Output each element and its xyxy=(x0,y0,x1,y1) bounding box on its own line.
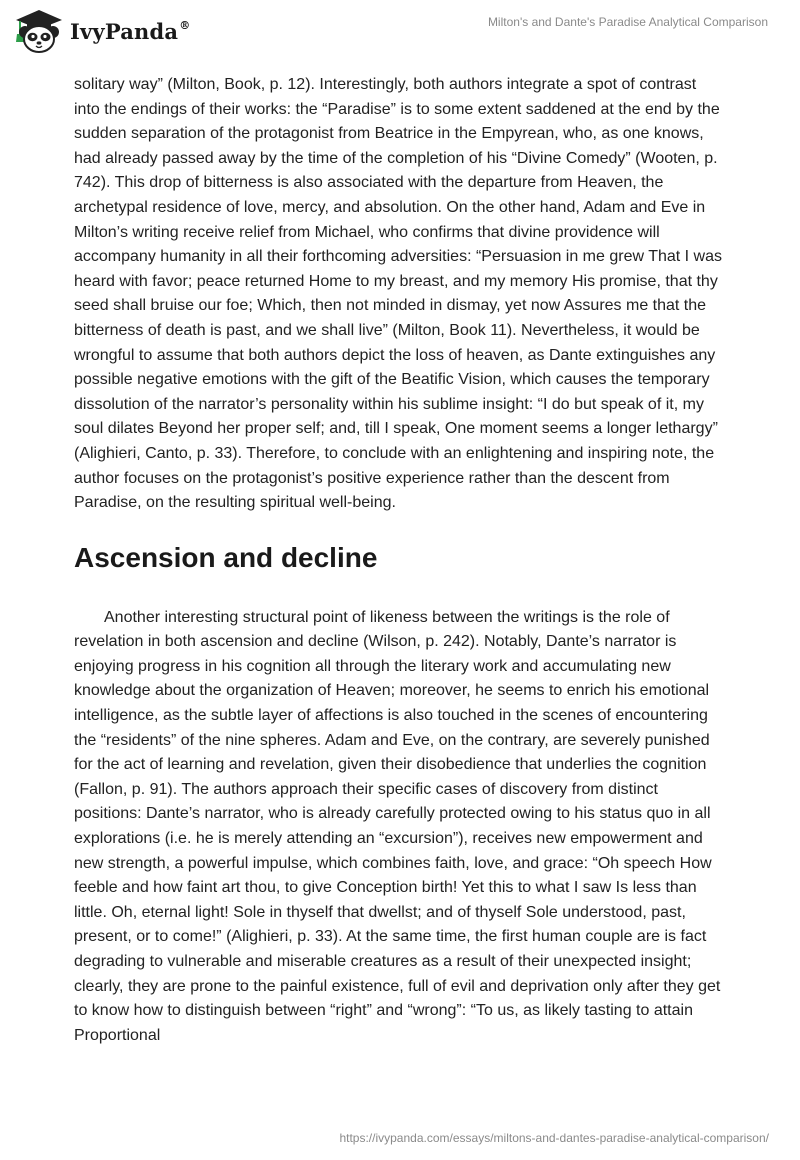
essay-content xyxy=(74,73,726,1048)
document-title: Milton's and Dante's Paradise Analytical Comparison xyxy=(487,15,768,29)
panda-graduate-icon xyxy=(14,8,64,54)
registered-mark: ® xyxy=(179,18,191,32)
brand-logo[interactable] xyxy=(14,7,190,55)
page-header xyxy=(0,0,800,70)
section-heading: Ascension and decline xyxy=(74,541,378,573)
body-paragraph: Another interesting structural point of likeness between the writings is the role of revelation in both ascension and decline (Wilson, p. 242). Notably, Dante’s narrator is enjoying progress in his cognition all through the literary work and accumulating new knowledge about the organization of Heaven; moreover, he seems to enrich his emotional intelligence, as the subtle layer of affections is also touched in the scenes of encountering the “residents” of the nine spheres. Adam and Eve, on the contrary, are severely punished for the act of learning and revelation, given their disobedience that underlies the cognition (Fallon, p. 91). The authors approach their specific cases of discovery from distinct positions: Dante’s narrator, who is already carefully protected owing to his status quo in all explorations (i.e. he is merely attending an “excursion”), receives new empowerment and new strength, a powerful impulse, which combines faith, love, and grace: “Oh speech How feeble and how faint art thou, to give Conception birth! Yet this to what I saw Is less than little. Oh, eternal light! Sole in thyself that dwellst; and of thyself Sole understood, past, present, or to come!” (Alighieri, p. 33). At the same time, the first human couple are is fact degrading to vulnerable and miserable creatures as a result of their unexpected insight; clearly, they are prone to the painful existence, full of evil and deprivation only after they get to know how to distinguish between “right” and “wrong”: “To us, as likely tasting to attain Proportional xyxy=(74,608,721,1044)
brand-name: IvyPanda® xyxy=(70,18,191,44)
body-paragraph: solitary way” (Milton, Book, p. 12). Interestingly, both authors integrate a spot of contrast into the endings of their works: the “Paradise” is to some extent saddened at the end by the sudden separation of the protagonist from Beatrice in the Empyrean, who, as one knows, had already passed away by the time of the completion of his “Divine Comedy” (Wooten, p. 742). This drop of bitterness is also associated with the departure from Heaven, the archetypal residence of love, mercy, and absolution. On the other hand, Adam and Eve in Milton’s writing receive relief from Michael, who confirms that divine providence will accompany humanity in all their forthcoming adversities: “Persuasion in me grew That I was heard with favor; peace returned Home to my breast, and my memory His promise, that thy seed shall bruise our foe; Which, then not minded in dismay, yet now Assures me that the bitterness of death is past, and we shall live” (Milton, Book 11). Nevertheless, it would be wrongful to assume that both authors depict the loss of heaven, as Dante extinguishes any possible negative emotions with the gift of the Beatific Vision, which causes the temporary dissolution of the narrator’s personality within his sublime insight: “I do but speak of it, my soul dilates Beyond her proper self; and, till I speak, One moment seems a longer lethargy” (Alighieri, Canto, p. 33). Therefore, to conclude with an enlightening and inspiring note, the author focuses on the protagonist’s positive experience rather than the descent from Paradise, on the resulting spiritual well-being. xyxy=(74,76,722,512)
source-url[interactable]: https://ivypanda.com/essays/miltons-and-dantes-paradise-analytical-comparison/ xyxy=(339,1131,769,1145)
